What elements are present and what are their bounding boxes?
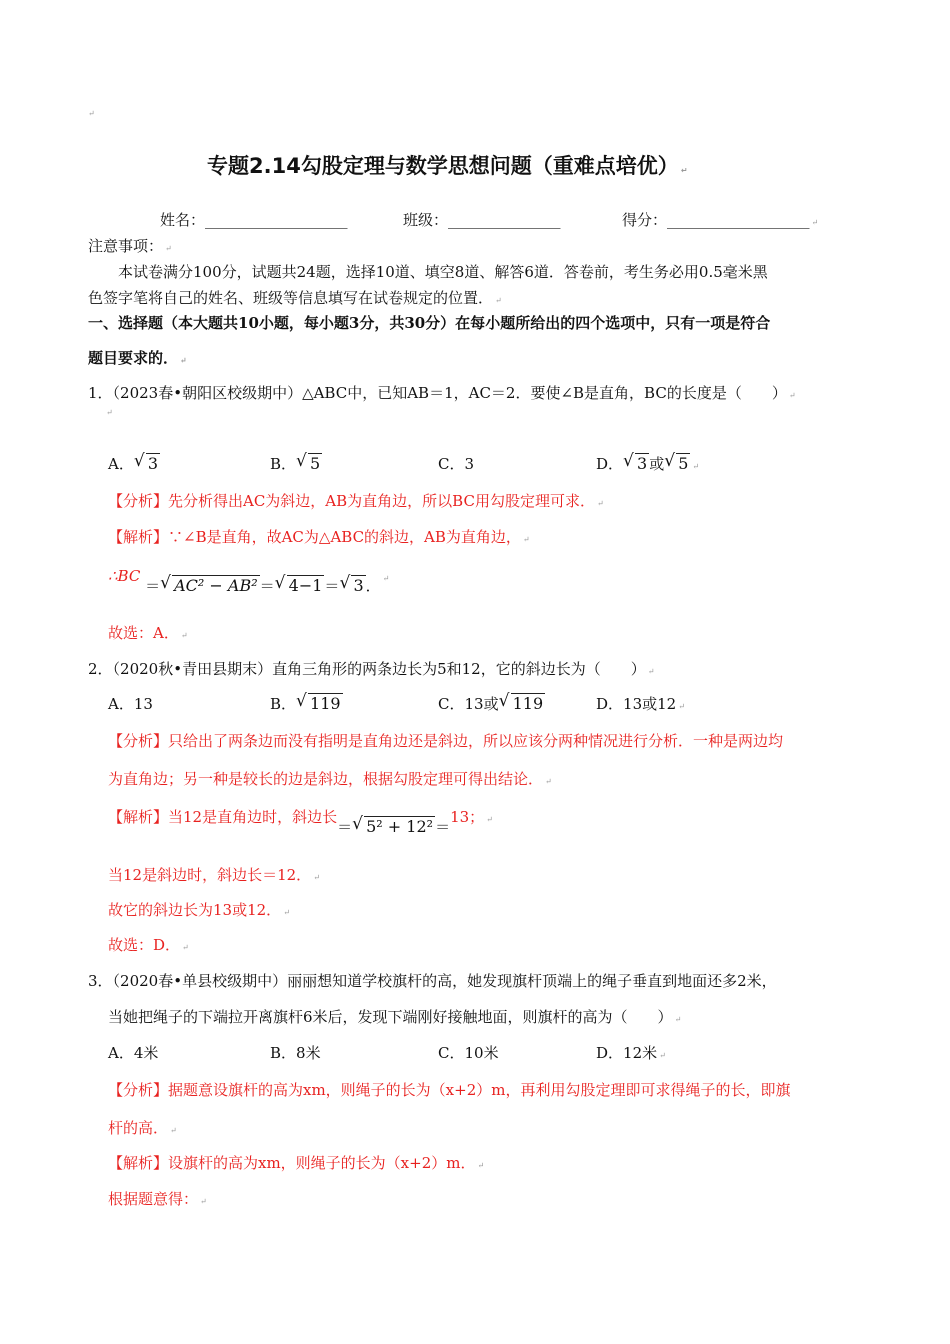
radical-icon: √ (623, 451, 634, 471)
question-2-stem: 2．（2020秋•青田县期末）直角三角形的两条边长为5和12，它的斜边长为（ ） ↵ (88, 660, 655, 678)
radical-icon: √ (274, 573, 286, 593)
q3-analysis: 杆的高． ↵ (108, 1119, 177, 1137)
name-field[interactable]: 姓名：___________________ (160, 211, 348, 229)
q2-line: 故它的斜边长为13或12． ↵ (108, 901, 290, 919)
q1-option-c[interactable]: C．3 (438, 455, 475, 473)
q2-analysis: 【分析】只给出了两条边而没有指明是直角边还是斜边，所以应该分两种情况进行分析．一种是两边均 (108, 732, 784, 750)
q3-option-d[interactable]: D．12米 ↵ (596, 1044, 666, 1062)
q1-option-a[interactable]: A． √ 3 (108, 451, 159, 473)
paragraph-mark: ↵ (88, 109, 95, 118)
q2-option-d[interactable]: D．13或12 ↵ (596, 695, 685, 713)
q1-solution: 【解析】∵∠B是直角，故AC为△ABC的斜边，AB为直角边， ↵ (108, 528, 530, 546)
q2-line: 当12是斜边时，斜边长＝12． ↵ (108, 866, 320, 884)
q2-solution: 【解析】当12是直角边时，斜边长＝ √ 5² + 12² ＝13； ↵ (108, 808, 493, 836)
q1-formula: ∴BC ＝ √ AC² − AB² ＝ √ 4−1 ＝ √ 3 ． ↵ (108, 567, 390, 595)
page-title: 专题2.14勾股定理与数学思想问题（重难点培优） ↵ (207, 154, 688, 178)
q2-option-b[interactable]: B． √ 119 (270, 691, 341, 713)
q3-solution: 【解析】设旗杆的高为xm，则绳子的长为（x+2）m． ↵ (108, 1154, 485, 1172)
q2-option-a[interactable]: A．13 (108, 695, 153, 713)
paragraph-mark: ↵ (106, 408, 113, 417)
radical-icon: √ (296, 451, 307, 471)
notes-label: 注意事项： ↵ (88, 237, 172, 255)
radical-icon: √ (296, 691, 307, 711)
q3-option-a[interactable]: A．4米 (108, 1044, 159, 1062)
radical-icon: √ (352, 814, 363, 834)
radical-icon: √ (133, 451, 145, 471)
notes-line: 色签字笔将自己的姓名、班级等信息填写在试卷规定的位置． ↵ (88, 289, 502, 307)
radical-icon: √ (160, 573, 171, 593)
q2-option-c[interactable]: C．13或 √ 119 (438, 691, 544, 713)
section-heading: 题目要求的． ↵ (88, 349, 187, 367)
radical-icon: √ (664, 451, 676, 471)
q1-option-d[interactable]: D． √ 3 或 √ 5 ↵ (596, 451, 700, 473)
radical-icon: √ (339, 573, 351, 593)
q1-analysis: 【分析】先分析得出AC为斜边，AB为直角边，所以BC用勾股定理可求． ↵ (108, 492, 604, 510)
q3-option-b[interactable]: B．8米 (270, 1044, 321, 1062)
class-field[interactable]: 班级：_______________ (403, 211, 561, 229)
question-3-stem: 当她把绳子的下端拉开离旗杆6米后，发现下端刚好接触地面，则旗杆的高为（ ） ↵ (108, 1008, 682, 1026)
score-field[interactable]: 得分：___________________ ↵ (622, 211, 819, 229)
question-1-stem: 1．（2023春•朝阳区校级期中）△ABC中，已知AB＝1，AC＝2．要使∠B是直角，BC的长度是（ ） ↵ (88, 384, 796, 402)
q1-option-b[interactable]: B． √ 5 (270, 451, 321, 473)
q1-answer: 故选：A． ↵ (108, 624, 188, 642)
q2-answer: 故选：D． ↵ (108, 936, 189, 954)
question-3-stem: 3．（2020春•单县校级期中）丽丽想知道学校旗杆的高，她发现旗杆顶端上的绳子垂直到地面还多2米， (88, 972, 777, 990)
q2-analysis: 为直角边；另一种是较长的边是斜边，根据勾股定理可得出结论． ↵ (108, 770, 552, 788)
q3-line: 根据题意得： ↵ (108, 1190, 207, 1208)
notes-line: 本试卷满分100分，试题共24题，选择10道、填空8道、解答6道．答卷前，考生务必用0.5毫米黑 (118, 263, 768, 281)
radical-icon: √ (498, 691, 510, 711)
q3-option-c[interactable]: C．10米 (438, 1044, 499, 1062)
q3-analysis: 【分析】据题意设旗杆的高为xm，则绳子的长为（x+2）m，再利用勾股定理即可求得绳子的长，即旗 (108, 1081, 791, 1099)
section-heading: 一、选择题（本大题共10小题，每小题3分，共30分）在每小题所给出的四个选项中，只有一项是符合 (88, 314, 771, 332)
